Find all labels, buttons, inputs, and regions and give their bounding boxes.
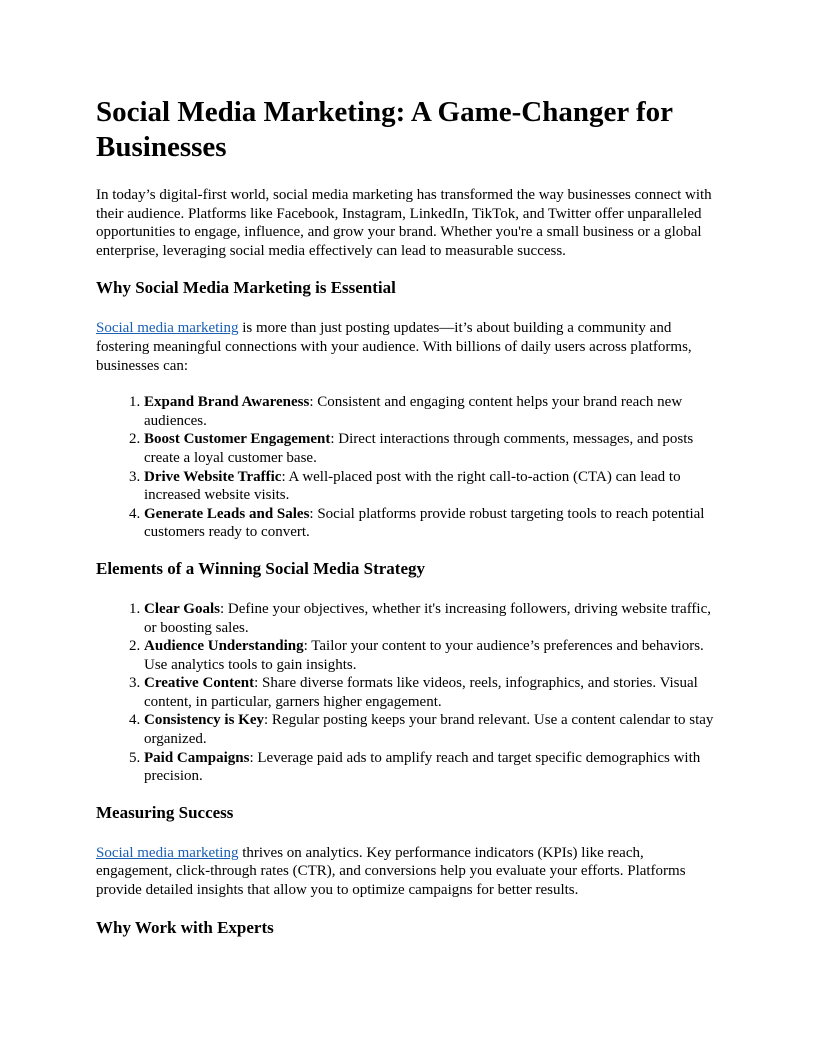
list-item-text: : Tailor your content to your audience’s preferences and behaviors. Use analytics tools to gain insights. (144, 638, 704, 673)
list-item-term: Expand Brand Awareness (144, 394, 310, 411)
list-item-term: Creative Content (144, 675, 255, 692)
why-essential-paragraph-text: is more than just posting updates—it’s about building a community and fostering meaningful connections with your audience. With billions of daily users across platforms, businesses can: (96, 320, 692, 374)
measuring-paragraph-text: thrives on analytics. Key performance indicators (KPIs) like reach, engagement, click-through rates (CTR), and conversions help you evaluate your efforts. Platforms provide detailed insights that allow you to optimize campaigns for better results. (96, 844, 686, 899)
list-item (144, 468, 720, 505)
list-item-text: : Social platforms provide robust targeting tools to reach potential customers ready to convert. (144, 505, 705, 541)
list-item (144, 674, 720, 711)
why-essential-paragraph (96, 319, 720, 375)
list-item-text: : A well-placed post with the right call-to-action (CTA) can lead to increased website visits. (144, 468, 681, 504)
list-item-term: Generate Leads and Sales (144, 505, 310, 522)
list-item (144, 749, 720, 786)
list-item (144, 637, 720, 674)
list-item-term: Paid Campaigns (144, 749, 250, 766)
list-item-text: : Share diverse formats like videos, reels, infographics, and stories. Visual content, in particular, garners higher engagement. (144, 675, 698, 710)
list-item-text: : Regular posting keeps your brand relevant. Use a content calendar to stay organized. (144, 712, 714, 748)
section-heading-experts: Why Work with Experts (96, 917, 274, 937)
list-item-text: : Define your objectives, whether it's increasing followers, driving website traffic, or boosting sales. (144, 600, 711, 636)
section-heading-strategy: Elements of a Winning Social Media Strategy (96, 558, 425, 578)
list-item-text: : Direct interactions through comments, messages, and posts create a loyal customer base. (144, 431, 694, 466)
list-item-text: : Leverage paid ads to amplify reach and target specific demographics with precision. (144, 749, 701, 785)
intro-paragraph: In today’s digital-first world, social media marketing has transformed the way businesses connect with their audience. Platforms like Facebook, Instagram, LinkedIn, TikTok, and Twitter offer unparalleled opportunities to engage, influence, and grow your brand. Whether you're a small business or a global enterprise, leveraging social media effectively can lead to measurable success. (96, 187, 712, 259)
document-title: Social Media Marketing: A Game-Changer for Businesses (96, 96, 673, 163)
measuring-paragraph (96, 844, 720, 900)
list-item-term: Audience Understanding (144, 638, 304, 655)
list-item-term: Consistency is Key (144, 712, 264, 729)
list-item (144, 393, 720, 430)
social-media-marketing-link[interactable]: Social media marketing (96, 844, 239, 861)
list-item-term: Clear Goals (144, 600, 220, 617)
list-item-term: Boost Customer Engagement (144, 431, 331, 448)
list-item (144, 430, 720, 467)
list-item (144, 505, 720, 542)
section-heading-why-essential: Why Social Media Marketing is Essential (96, 278, 396, 298)
list-item (144, 600, 720, 637)
list-item-term: Drive Website Traffic (144, 468, 282, 485)
document-page (96, 95, 720, 959)
section-heading-measuring: Measuring Success (96, 802, 234, 822)
benefits-list (96, 393, 720, 542)
social-media-marketing-link[interactable]: Social media marketing (96, 320, 239, 337)
strategy-list (96, 600, 720, 786)
list-item-text: : Consistent and engaging content helps your brand reach new audiences. (144, 394, 683, 429)
list-item (144, 711, 720, 748)
